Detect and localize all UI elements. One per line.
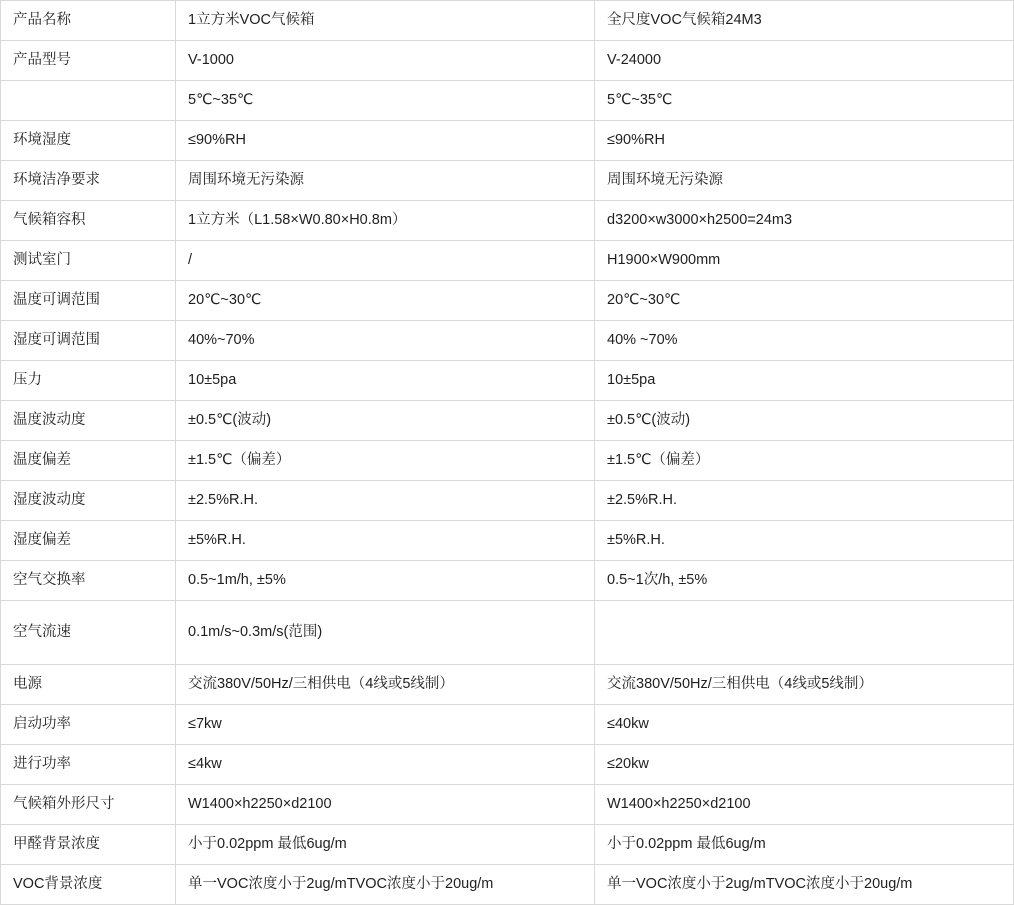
spec-label-cell: 环境洁净要求 (1, 161, 176, 201)
table-row (1, 41, 1014, 81)
table-row (1, 521, 1014, 561)
spec-label-cell: VOC背景浓度 (1, 865, 176, 905)
table-row (1, 241, 1014, 281)
spec-value-cell-a: 0.5~1m/h, ±5% (176, 561, 595, 601)
spec-value-cell-b: 周围环境无污染源 (595, 161, 1014, 201)
spec-label-cell: 环境湿度 (1, 121, 176, 161)
spec-value-cell-b: V-24000 (595, 41, 1014, 81)
spec-value-cell-b: ≤90%RH (595, 121, 1014, 161)
table-row (1, 161, 1014, 201)
spec-value-cell-b: H1900×W900mm (595, 241, 1014, 281)
table-row (1, 201, 1014, 241)
spec-value-cell-b: 10±5pa (595, 361, 1014, 401)
spec-label-cell: 电源 (1, 665, 176, 705)
table-row (1, 665, 1014, 705)
spec-value-cell-b: d3200×w3000×h2500=24m3 (595, 201, 1014, 241)
spec-value-cell-b: ≤20kw (595, 745, 1014, 785)
spec-value-cell-a: 40%~70% (176, 321, 595, 361)
spec-label-cell: 启动功率 (1, 705, 176, 745)
spec-label-cell: 产品名称 (1, 1, 176, 41)
spec-value-cell-b: 小于0.02ppm 最低6ug/m (595, 825, 1014, 865)
spec-value-cell-b: ±1.5℃（偏差） (595, 441, 1014, 481)
spec-label-cell: 甲醛背景浓度 (1, 825, 176, 865)
spec-value-cell-b: 交流380V/50Hz/三相供电（4线或5线制） (595, 665, 1014, 705)
table-row (1, 121, 1014, 161)
spec-value-cell-a: W1400×h2250×d2100 (176, 785, 595, 825)
spec-value-cell-a: 10±5pa (176, 361, 595, 401)
spec-value-cell-a: / (176, 241, 595, 281)
table-row (1, 561, 1014, 601)
spec-value-cell-a: ≤90%RH (176, 121, 595, 161)
spec-value-cell-a: 0.1m/s~0.3m/s(范围) (176, 601, 595, 665)
spec-value-cell-b: 0.5~1次/h, ±5% (595, 561, 1014, 601)
spec-label-cell: 空气交换率 (1, 561, 176, 601)
spec-value-cell-a: ±5%R.H. (176, 521, 595, 561)
spec-value-cell-b: 40% ~70% (595, 321, 1014, 361)
spec-label-cell: 湿度波动度 (1, 481, 176, 521)
spec-value-cell-a: ≤7kw (176, 705, 595, 745)
spec-value-cell-a: 交流380V/50Hz/三相供电（4线或5线制） (176, 665, 595, 705)
spec-value-cell-b: ≤40kw (595, 705, 1014, 745)
spec-label-cell: 温度波动度 (1, 401, 176, 441)
spec-value-cell-a: V-1000 (176, 41, 595, 81)
spec-value-cell-b: ±0.5℃(波动) (595, 401, 1014, 441)
spec-value-cell-a: ±2.5%R.H. (176, 481, 595, 521)
spec-label-cell: 气候箱外形尺寸 (1, 785, 176, 825)
spec-label-cell: 湿度可调范围 (1, 321, 176, 361)
spec-label-cell: 进行功率 (1, 745, 176, 785)
spec-value-cell-a: 1立方米（L1.58×W0.80×H0.8m） (176, 201, 595, 241)
table-row (1, 361, 1014, 401)
spec-value-cell-b: 单一VOC浓度小于2ug/mTVOC浓度小于20ug/m (595, 865, 1014, 905)
spec-value-cell-a: ±0.5℃(波动) (176, 401, 595, 441)
spec-value-cell-a: 小于0.02ppm 最低6ug/m (176, 825, 595, 865)
table-row (1, 745, 1014, 785)
spec-value-cell-a: 5℃~35℃ (176, 81, 595, 121)
table-row (1, 281, 1014, 321)
spec-value-cell-b: ±2.5%R.H. (595, 481, 1014, 521)
spec-value-cell-b: W1400×h2250×d2100 (595, 785, 1014, 825)
table-row (1, 321, 1014, 361)
spec-value-cell-a: ≤4kw (176, 745, 595, 785)
spec-value-cell-a: 20℃~30℃ (176, 281, 595, 321)
table-row (1, 481, 1014, 521)
spec-label-cell: 湿度偏差 (1, 521, 176, 561)
table-row (1, 785, 1014, 825)
spec-label-cell: 产品型号 (1, 41, 176, 81)
table-row (1, 1, 1014, 41)
spec-value-cell-a: 1立方米VOC气候箱 (176, 1, 595, 41)
spec-label-cell (1, 81, 176, 121)
table-row (1, 825, 1014, 865)
spec-value-cell-b (595, 601, 1014, 665)
table-row (1, 601, 1014, 665)
table-row (1, 81, 1014, 121)
spec-label-cell: 温度可调范围 (1, 281, 176, 321)
spec-label-cell: 温度偏差 (1, 441, 176, 481)
table-row (1, 705, 1014, 745)
table-row (1, 865, 1014, 905)
spec-value-cell-a: 单一VOC浓度小于2ug/mTVOC浓度小于20ug/m (176, 865, 595, 905)
spec-value-cell-b: ±5%R.H. (595, 521, 1014, 561)
spec-value-cell-b: 全尺度VOC气候箱24M3 (595, 1, 1014, 41)
spec-label-cell: 压力 (1, 361, 176, 401)
table-row (1, 441, 1014, 481)
spec-label-cell: 气候箱容积 (1, 201, 176, 241)
table-row (1, 401, 1014, 441)
spec-value-cell-a: 周围环境无污染源 (176, 161, 595, 201)
spec-value-cell-b: 5℃~35℃ (595, 81, 1014, 121)
spec-label-cell: 空气流速 (1, 601, 176, 665)
table-body (1, 1, 1014, 905)
spec-value-cell-b: 20℃~30℃ (595, 281, 1014, 321)
spec-label-cell: 测试室门 (1, 241, 176, 281)
spec-value-cell-a: ±1.5℃（偏差） (176, 441, 595, 481)
